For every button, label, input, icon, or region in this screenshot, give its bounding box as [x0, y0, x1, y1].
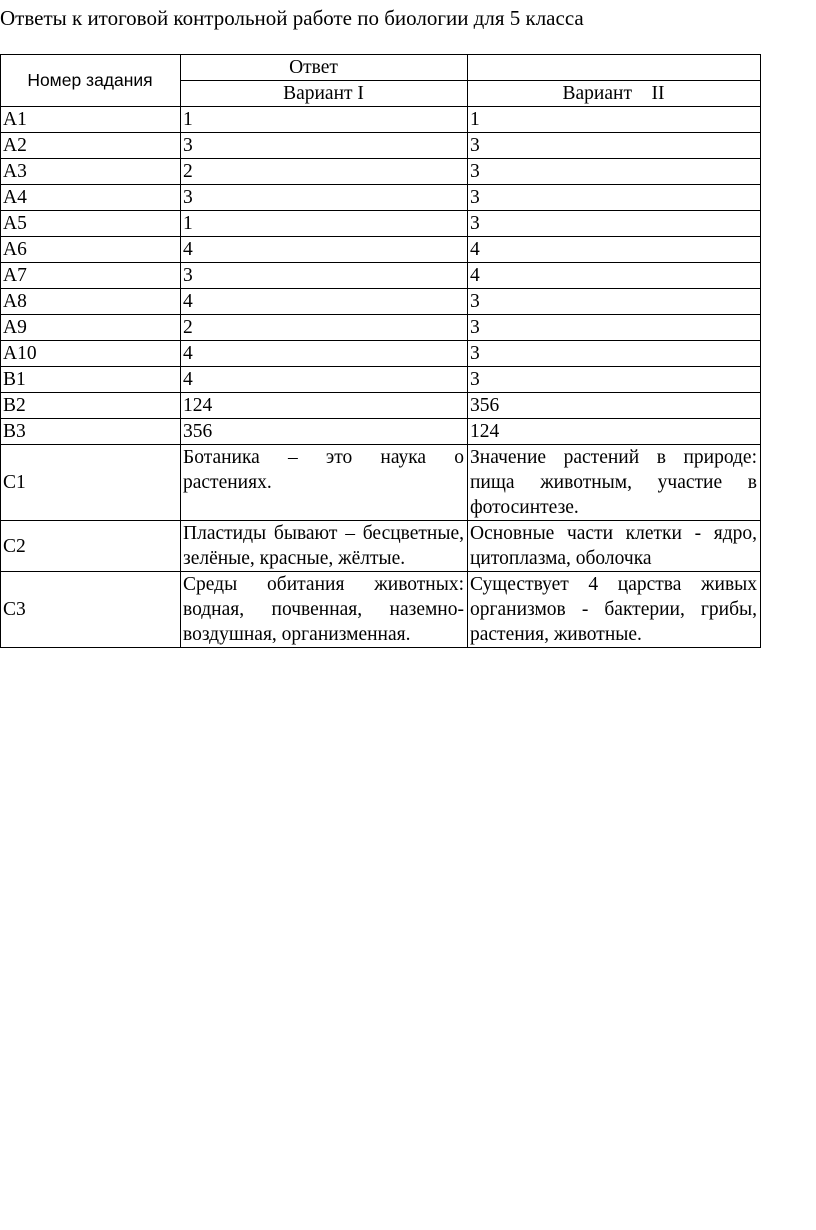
table-row	[1, 315, 761, 341]
answers-table	[0, 54, 761, 648]
variant-2-answer-cell: 4	[468, 263, 761, 289]
table-row	[1, 521, 761, 572]
task-number-cell: А6	[1, 237, 181, 263]
table-row	[1, 367, 761, 393]
document-title: Ответы к итоговой контрольной работе по биологии для 5 класса	[0, 6, 584, 30]
variant-2-answer-cell: 3	[468, 211, 761, 237]
variant-1-answer-cell: 3	[181, 185, 468, 211]
variant-2-answer-cell: 356	[468, 393, 761, 419]
header-answer	[181, 55, 468, 81]
task-number-cell: А10	[1, 341, 181, 367]
table-row	[1, 263, 761, 289]
table-row	[1, 237, 761, 263]
task-number-cell: А8	[1, 289, 181, 315]
header-variant-1: Вариант I	[181, 81, 468, 107]
variant-1-answer-cell: 2	[181, 159, 468, 185]
table-row	[1, 211, 761, 237]
variant-2-answer-cell: 3	[468, 289, 761, 315]
variant-1-answer-cell: Пластиды бывают – бесцветные, зелёные, красные, жёлтые.	[181, 521, 468, 572]
task-number-cell: А4	[1, 185, 181, 211]
variant-1-answer-cell: Ботаника – это наука о растениях.	[181, 445, 468, 521]
table-row	[1, 393, 761, 419]
variant-2-answer-cell: 3	[468, 133, 761, 159]
task-number-cell: В2	[1, 393, 181, 419]
task-number-cell: А9	[1, 315, 181, 341]
variant-2-answer-cell: 4	[468, 237, 761, 263]
variant-1-answer-cell: 124	[181, 393, 468, 419]
header-answer-label: Ответ	[289, 57, 338, 78]
table-row	[1, 159, 761, 185]
task-number-cell: А2	[1, 133, 181, 159]
table-row	[1, 445, 761, 521]
table-row	[1, 133, 761, 159]
task-number-cell: В3	[1, 419, 181, 445]
variant-1-answer-cell: 3	[181, 263, 468, 289]
task-number-cell: А1	[1, 107, 181, 133]
table-row	[1, 289, 761, 315]
variant-1-answer-cell: 1	[181, 107, 468, 133]
task-number-cell: А5	[1, 211, 181, 237]
variant-1-answer-cell: 4	[181, 367, 468, 393]
variant-2-answer-cell: 3	[468, 185, 761, 211]
header-empty-cell	[468, 55, 761, 81]
variant-1-answer-cell: 2	[181, 315, 468, 341]
task-number-cell: А3	[1, 159, 181, 185]
task-number-cell: С2	[1, 521, 181, 572]
variant-1-answer-cell: 4	[181, 237, 468, 263]
answer-rows	[1, 107, 761, 648]
table-row	[1, 572, 761, 648]
variant-2-answer-cell: 3	[468, 159, 761, 185]
header-variant-2: Вариант II	[468, 81, 761, 107]
task-number-cell: С3	[1, 572, 181, 648]
header-task-number: Номер задания	[1, 55, 181, 107]
variant-1-answer-cell: 3	[181, 133, 468, 159]
variant-2-answer-cell: 124	[468, 419, 761, 445]
variant-2-answer-cell: 3	[468, 367, 761, 393]
variant-2-answer-cell: 3	[468, 315, 761, 341]
task-number-cell: В1	[1, 367, 181, 393]
variant-1-answer-cell: 1	[181, 211, 468, 237]
table-row	[1, 185, 761, 211]
variant-2-answer-cell: 3	[468, 341, 761, 367]
variant-1-answer-cell: 4	[181, 341, 468, 367]
header-row	[1, 55, 761, 81]
table-row	[1, 419, 761, 445]
table-row	[1, 107, 761, 133]
task-number-cell: С1	[1, 445, 181, 521]
variant-2-answer-cell: Существует 4 царства живых организмов - бактерии, грибы, растения, животные.	[468, 572, 761, 648]
variant-1-answer-cell: 356	[181, 419, 468, 445]
variant-2-answer-cell: Основные части клетки - ядро, цитоплазма, оболочка	[468, 521, 761, 572]
variant-1-answer-cell: Среды обитания животных: водная, почвенная, наземно-воздушная, организменная.	[181, 572, 468, 648]
task-number-cell: А7	[1, 263, 181, 289]
variant-2-answer-cell: 1	[468, 107, 761, 133]
variant-1-answer-cell: 4	[181, 289, 468, 315]
table-row	[1, 341, 761, 367]
variant-2-answer-cell: Значение растений в природе: пища животным, участие в фотосинтезе.	[468, 445, 761, 521]
